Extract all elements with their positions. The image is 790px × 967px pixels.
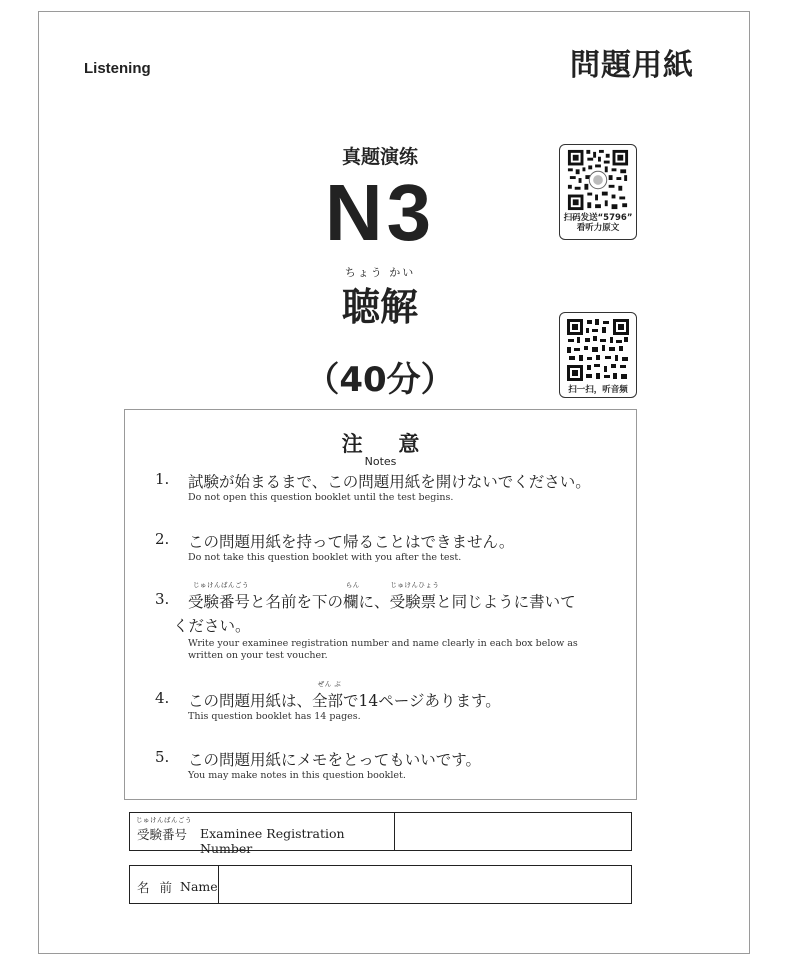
qr-code-icon: [565, 317, 631, 383]
notes-title: 注$_{Notes}$意: [341, 432, 420, 468]
booklet-title: 問題用紙: [570, 48, 694, 83]
qr-code-icon: [565, 148, 631, 212]
registration-label: じゅけんばんごう 受験番号 Examinee Registration Number: [130, 813, 395, 850]
registration-number-field[interactable]: [129, 812, 632, 856]
name-label: 名 前 Name: [130, 866, 219, 903]
qr-code-transcript[interactable]: [559, 144, 637, 240]
section-label: Listening: [84, 60, 151, 77]
notes-box: 注$_{Notes}$意 1. 試験が始まるまで、この問題用紙を開けないでください。 Do not open this question booklet until the test begins. 2. この問題用紙を持って帰ることはできません。 Do not take this question booklet with you after the test. 3. じゅけんばんごう 受験番号と名前を下の らん 欄に、 じゅけんひょう 受験票と同じように書いて ください。 Write your examinee registration number and name clearly in each box below as written on your test voucher. 4. この問題用紙は、 ぜん ぶ 全部で14ページあります。 This question booklet has 14 pages. 5. この問題用紙にメモをとってもいいです。 You may make notes in this question booklet.: [124, 409, 637, 800]
qr-caption: 扫码发送“5796” 看听力原文: [563, 213, 633, 233]
chokai-title: 聴解: [341, 285, 418, 329]
name-field[interactable]: [129, 865, 632, 904]
qr-caption: 扫一扫，听音频: [568, 385, 628, 395]
duration-label: （40分）: [305, 360, 455, 400]
chokai-furigana: ちょう かい: [344, 266, 416, 279]
level-title: N3: [324, 168, 436, 257]
qr-code-audio[interactable]: [559, 312, 637, 398]
practice-label: 真题演练: [341, 146, 418, 168]
